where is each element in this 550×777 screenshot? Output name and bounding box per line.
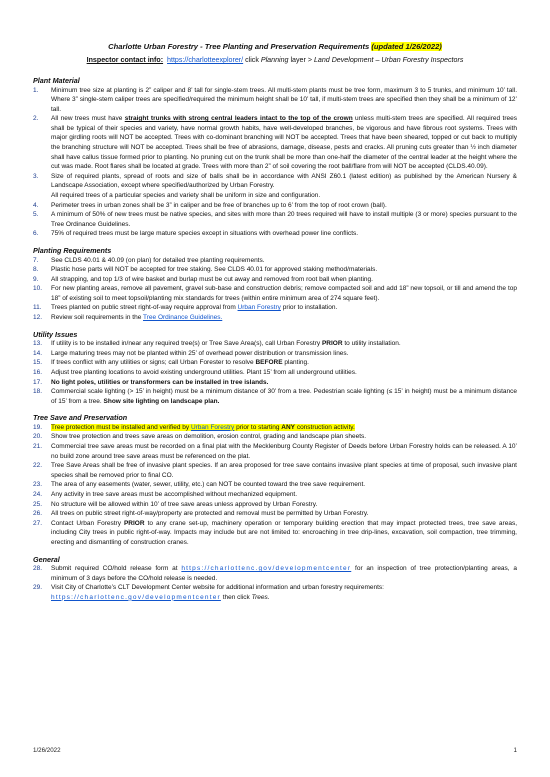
document-content	[33, 42, 517, 602]
list-item-23: 23. The area of any easements (water, sewer, utility, etc.) can NOT be counted toward the tree save requirement.	[33, 481, 366, 489]
title-updated-date: (updated 1/26/2022)	[371, 42, 442, 51]
development-center-link-2[interactable]: https://charlottenc.gov/developmentcenter	[51, 593, 221, 601]
list-item-15: 15. If trees conflict with any utilities or signs; call Urban Forester to resolve BEFORE planting.	[33, 359, 309, 367]
list-item-7: 7. See CLDS 40.01 & 40.09 (on plan) for detailed tree planting requirements.	[33, 256, 265, 264]
development-center-link[interactable]: https://charlottenc.gov/developmentcenter	[181, 565, 352, 573]
list-item-6: 6. 75% of required trees must be large mature species except in situations with overhead power line conflicts.	[33, 230, 359, 238]
list-item-19: 19. Tree protection must be installed and verified by Urban Forestry prior to starting ANY construction activity.	[33, 423, 355, 431]
section-tree-save: Tree Save and Preservation	[33, 413, 128, 423]
list-item-17: 17. No light poles, utilities or transformers can be installed in tree islands.	[33, 378, 269, 386]
section-plant-material: Plant Material	[33, 76, 80, 85]
list-item-2: 2. All new trees must have straight trunks with strong central leaders intact to the top of the crown unless multi-stem trees are specified. All required trees shall be typical of their species and variety, have normal growth habits, have well-developed branches, be vigorous and have fibrous root systems. Trees with major girdling roots will NOT be accepted. Trees with co-dominant branching will NOT be accepted. Trees that have been sheared, topped or cut back to multiply the branching structure will NOT be accepted. Trees shall be free of abrasions, damage, disease, pests and cracks. All pruning cuts greater than ½ inch diameter shall have callus tissue formed prior to planting. No pruning cut on the trunk shall be more than one-half the diameter of the central leader at the height where the cut was made. Root flares shall be located at grade. Trees with more than 2” of soil covering the root ball/flare from will NOT be accepted (CLDS.40.09).	[33, 115, 517, 171]
list-item-26: 26. All trees on public street right-of-way/property are protected and removal must be permitted by Urban Forestry.	[33, 510, 369, 518]
title-text: Charlotte Urban Forestry - Tree Planting and Preservation Requirements	[108, 42, 372, 51]
list-item-4: 4. Perimeter trees in urban zones shall be 3” in caliper and be free of branches up to 6’ from the top of root crown (ball).	[33, 201, 387, 209]
tree-ordinance-guidelines-link[interactable]: Tree Ordinance Guidelines.	[143, 314, 223, 322]
list-item-3: 3. Size of required plants, spread of roots and size of balls shall be in accordance with ANSI Z60.1 (latest edition) as published by the American Nursery & Landscape Association, except where specified/authorized by Urban Forestry. All required trees of a particular species and variety shall be uniform in size and configuration.	[33, 172, 517, 200]
list-item-13: 13. If utility is to be installed in/near any required tree(s) or Tree Save Area(s), call Urban Forestry PRIOR to utility installation.	[33, 340, 401, 348]
list-item-11: 11. Trees planted on public street right-of-way require approval from Urban Forestry prior to installation.	[33, 304, 338, 312]
list-item-8: 8. Plastic hose parts will NOT be accepted for tree staking. See CLDS 40.01 for approved staking method/materials.	[33, 266, 378, 274]
contact-label: Inspector contact info:	[86, 56, 164, 64]
list-item-9: 9. All strapping, and top 1/3 of wire basket and burlap must be cut away and removed from root ball when planting.	[33, 275, 373, 283]
list-item-24: 24. Any activity in tree save areas must be accomplished without mechanized equipment.	[33, 490, 298, 498]
urban-forestry-link-2[interactable]: Urban Forestry	[190, 423, 235, 431]
list-item-12: 12. Review soil requirements in the Tree Ordinance Guidelines.	[33, 314, 223, 322]
section-planting-requirements: Planting Requirements	[33, 246, 112, 255]
list-item-22: 22. Tree Save Areas shall be free of invasive plant species. If an area proposed for tree save contains invasive plant species at time of proposal, such invasive plant species shall be removed prior to final CO.	[33, 462, 517, 479]
list-item-20: 20. Show tree protection and trees save areas on demolition, erosion control, grading and landscape plan sheets.	[33, 433, 367, 441]
section-general: General	[33, 554, 60, 564]
contact-click: click	[243, 56, 261, 64]
section-utility-issues: Utility Issues	[33, 329, 78, 339]
list-item-16: 16. Adjust tree planting locations to avoid existing underground utilities. Plant 15’ from all underground utilities.	[33, 368, 357, 376]
list-item-18: 18. Commercial scale lighting (> 15’ in height) must be a minimum distance of 30’ from a tree. Pedestrian scale lighting (≤ 15’ in height) must be a minimum distance of 15’ from a tree. Show site lighting on landscape plan.	[33, 388, 517, 405]
list-item-29: 29. Visit City of Charlotte’s CLT Development Center website for additional information and urban forestry requirements: https://charlottenc.gov/developmentcenter then click Trees.	[33, 584, 384, 601]
list-item-27: 27. Contact Urban Forestry PRIOR to any crane set-up, machinery operation or temporary building erection that may impact protected trees, tree save areas, including City trees in public right-of-way. Impacts may include but are not limited to: encroaching in tree drip-lines, excavation, soil compaction, tree trimming, erecting and dismantling of construction cranes.	[33, 519, 517, 546]
explorer-link[interactable]: https://charlotteexplorer/	[167, 56, 244, 64]
list-item-25: 25. No structure will be allowed within 10’ of tree save areas unless approved by Urban Forestry.	[33, 500, 318, 508]
list-item-21: 21. Commercial tree save areas must be recorded on a final plat with the Mecklenburg County Register of Deeds before Urban Forestry holds can be released. A 10’ no build zone around tree save areas must be referenced on the plat.	[33, 443, 517, 460]
urban-forestry-link[interactable]: Urban Forestry	[237, 304, 281, 312]
contact-planning: Planning	[260, 56, 289, 64]
page-title	[33, 42, 517, 52]
list-item-28: 28. Submit required CO/hold release form at https://charlottenc.gov/developmentcenter for an inspection of tree protection/planting areas, a minimum of 3 days before the CO/hold release is needed.	[33, 565, 517, 582]
contact-layer: layer >	[288, 56, 314, 64]
list-item-5: 5. A minimum of 50% of new trees must be native species, and sites with more than 20 trees required will have to install multiple (3 or more) species pursuant to the Tree Ordinance Guidelines.	[33, 211, 517, 228]
footer-date: 1/26/2022	[33, 747, 61, 754]
list-item-14: 14. Large maturing trees may not be planted within 25’ of overhead power distribution or transmission lines.	[33, 349, 349, 357]
page-number: 1	[513, 747, 517, 754]
list-item-10: 10. For new planting areas, remove all pavement, gravel sub-base and construction debris; remove compacted soil and add 18” new topsoil, or till and amend the top 18” of existing soil to meet topsoil/planting mix standards for trees (within entire minimum area of 274 square feet).	[33, 285, 517, 302]
contact-inspectors: Land Development – Urban Forestry Inspectors	[313, 56, 464, 64]
list-item-1: 1. Minimum tree size at planting is 2” caliper and 8’ tall for single-stem trees. All multi-stem plants must be tree form, maximum 3 to 5 trunks, and minimum 10’ tall. Where 3” single-stem caliper trees are specified/required the minimum height shall be 10’ tall, if multi-stem trees are specified then they shall be a minimum of 12’ tall.	[33, 86, 517, 113]
inspector-contact	[33, 55, 517, 65]
